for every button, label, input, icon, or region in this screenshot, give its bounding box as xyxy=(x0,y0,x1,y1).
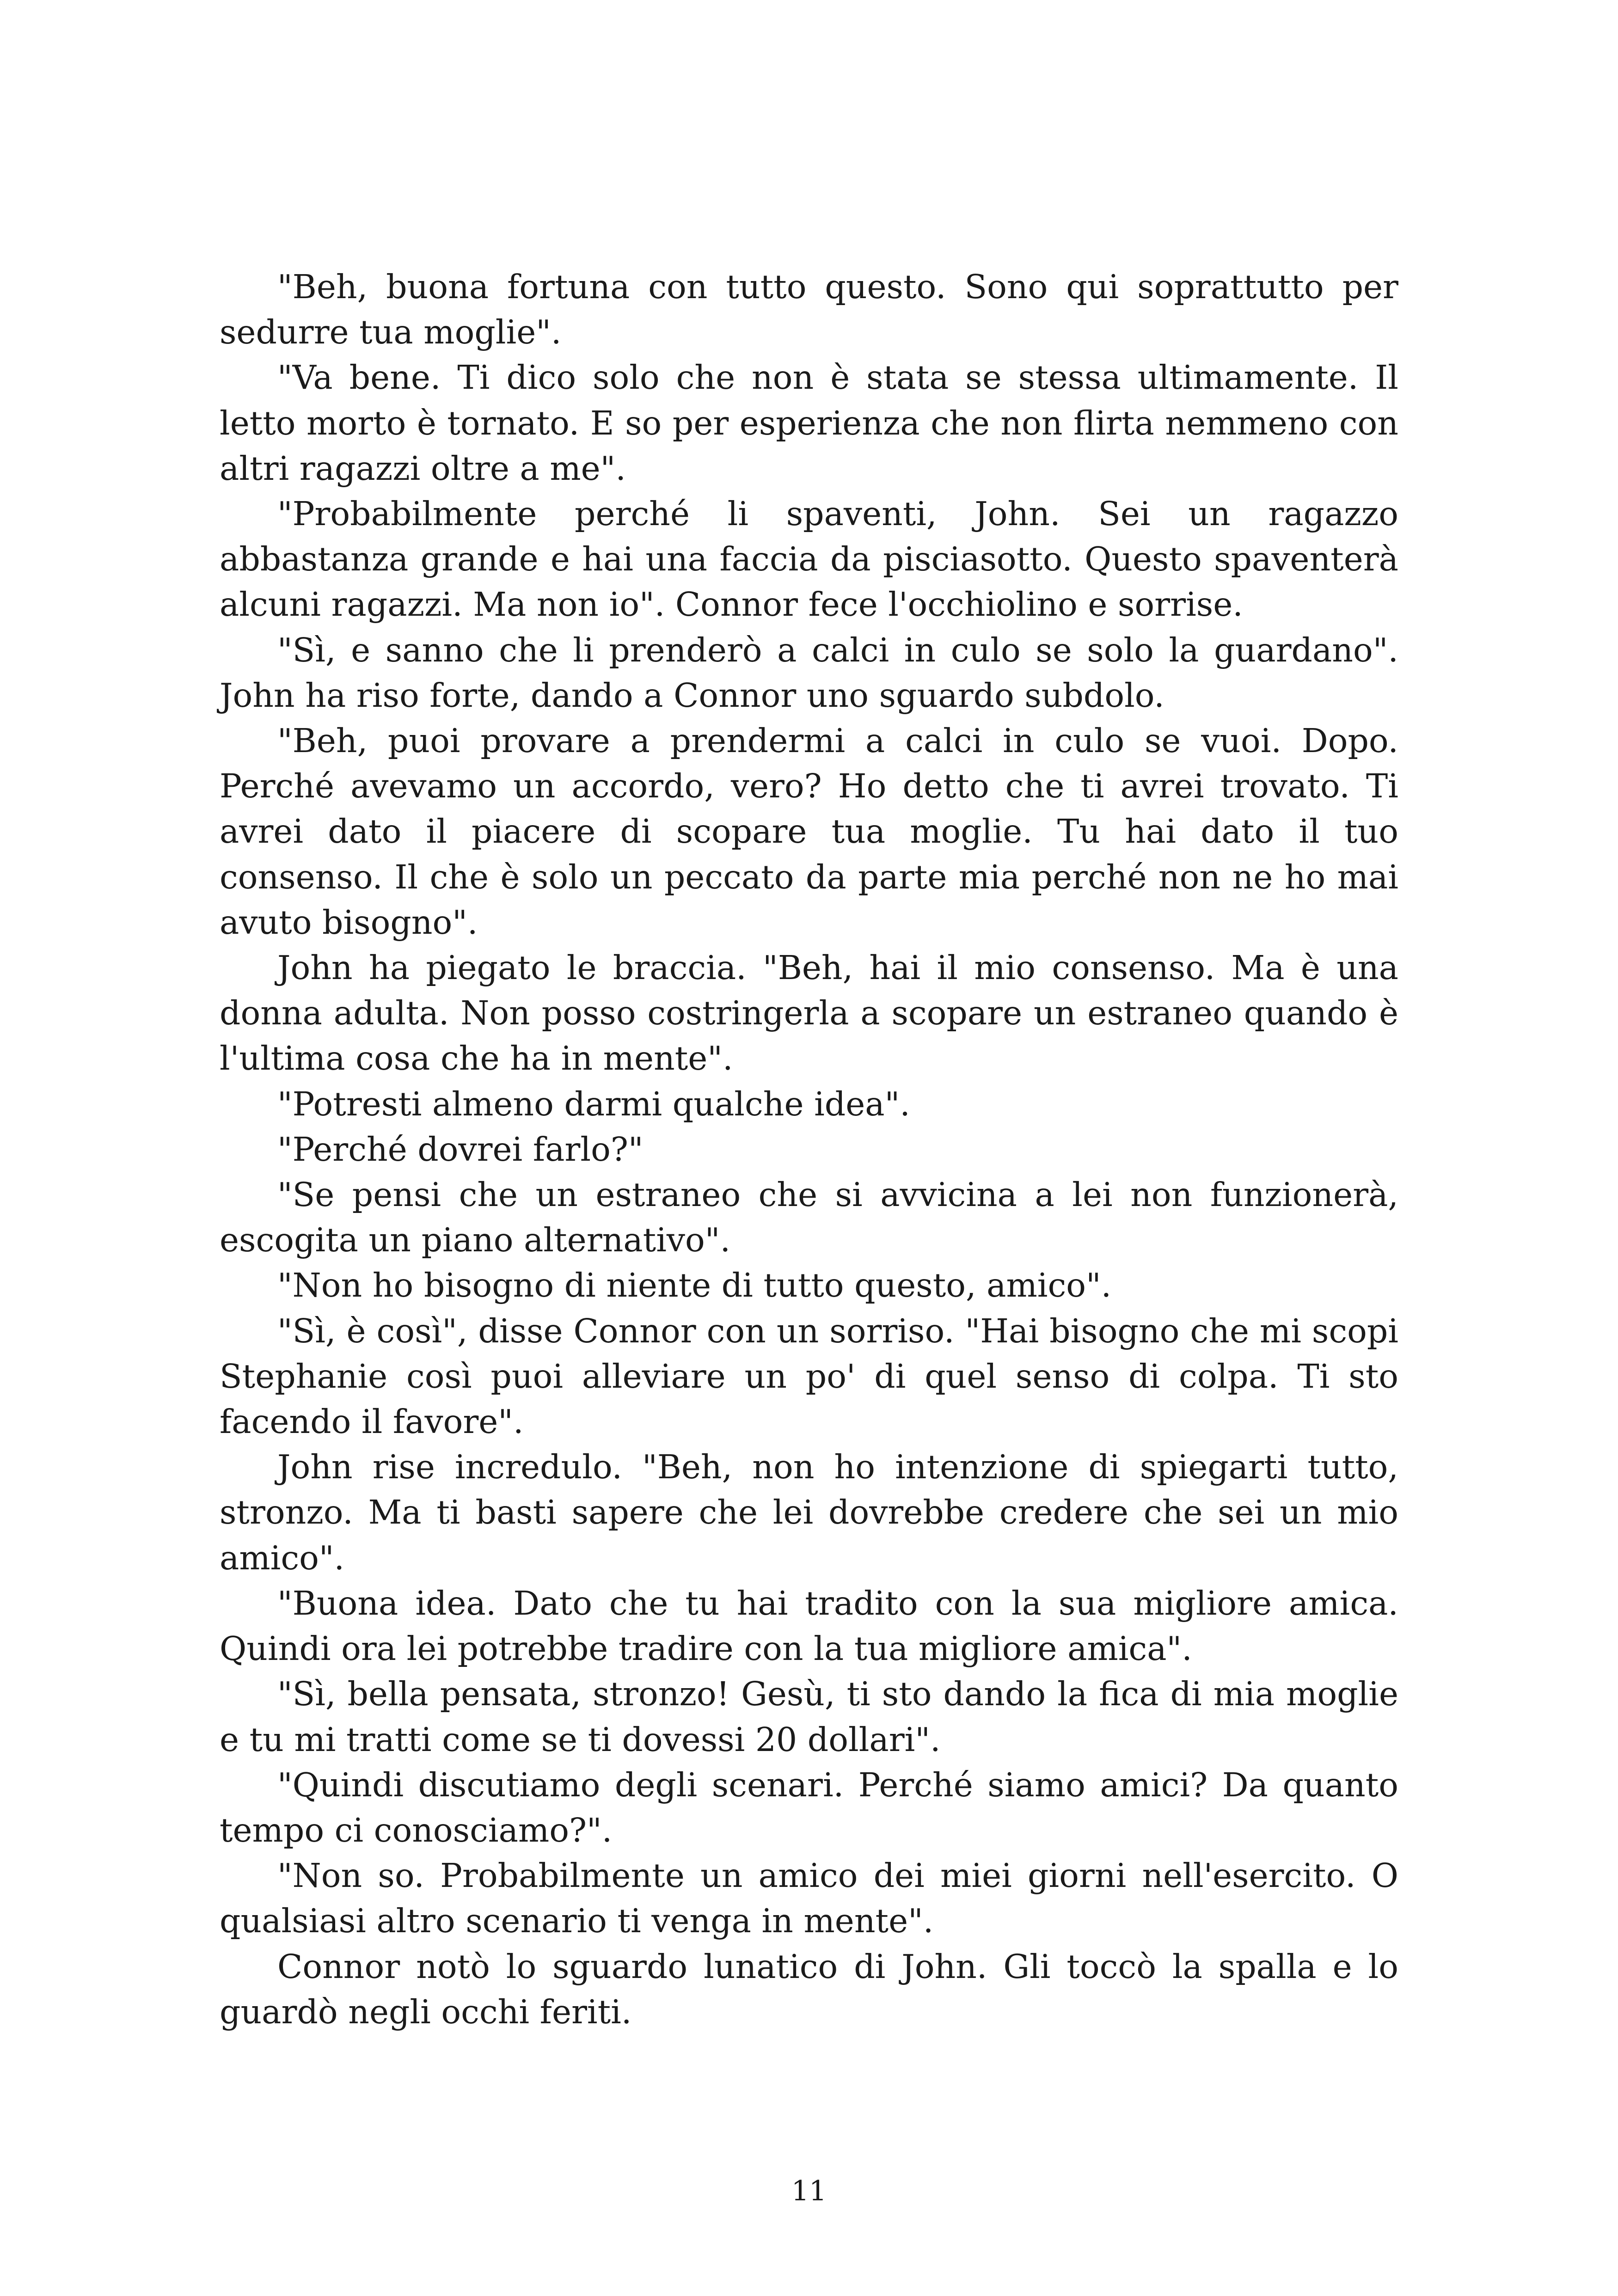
paragraph: "Non ho bisogno di niente di tutto questo, amico". xyxy=(277,1266,1112,1305)
paragraph: "Buona idea. Dato che tu hai tradito con la sua migliore amica. Quindi ora lei potrebbe tradire con la tua migliore amica". xyxy=(220,1584,1398,1668)
body-text xyxy=(220,264,1398,2035)
paragraph: "Sì, e sanno che li prenderò a calci in culo se solo la guardano". John ha riso forte, dando a Connor uno sguardo subdolo. xyxy=(220,631,1398,715)
paragraph: "Potresti almeno darmi qualche idea". xyxy=(277,1084,910,1123)
page-number: 11 xyxy=(791,2175,827,2207)
paragraph: "Perché dovrei farlo?" xyxy=(277,1130,644,1169)
paragraph: "Sì, è così", disse Connor con un sorriso. "Hai bisogno che mi scopi Stephanie così puoi alleviare un po' di quel senso di colpa. Ti sto facendo il favore". xyxy=(220,1311,1398,1441)
paragraph: John ha piegato le braccia. "Beh, hai il mio consenso. Ma è una donna adulta. Non posso costringerla a scopare un estraneo quando è l'ultima cosa che ha in mente". xyxy=(220,949,1398,1078)
paragraph: "Beh, buona fortuna con tutto questo. Sono qui soprattutto per sedurre tua moglie". xyxy=(220,268,1398,352)
paragraph: "Va bene. Ti dico solo che non è stata se stessa ultimamente. Il letto morto è tornato. E so per esperienza che non flirta nemmeno con altri ragazzi oltre a me". xyxy=(220,358,1398,488)
paragraph: "Probabilmente perché li spaventi, John. Sei un ragazzo abbastanza grande e hai una faccia da pisciasotto. Questo spaventerà alcuni ragazzi. Ma non io". Connor fece l'occhiolino e sorrise. xyxy=(220,495,1398,624)
paragraph: "Sì, bella pensata, stronzo! Gesù, ti sto dando la fica di mia moglie e tu mi tratti come se ti dovessi 20 dollari". xyxy=(220,1675,1398,1759)
paragraph: "Se pensi che un estraneo che si avvicina a lei non funzionerà, escogita un piano alternativo". xyxy=(220,1176,1398,1260)
paragraph: John rise incredulo. "Beh, non ho intenzione di spiegarti tutto, stronzo. Ma ti basti sapere che lei dovrebbe credere che sei un mio amico". xyxy=(220,1448,1398,1577)
paragraph: "Beh, puoi provare a prendermi a calci in culo se vuoi. Dopo. Perché avevamo un accordo, vero? Ho detto che ti avrei trovato. Ti avrei dato il piacere di scopare tua moglie. Tu hai dato il tuo consenso. Il che è solo un peccato da parte mia perché non ne ho mai avuto bisogno". xyxy=(220,722,1398,942)
paragraph: "Quindi discutiamo degli scenari. Perché siamo amici? Da quanto tempo ci conosciamo?". xyxy=(220,1765,1398,1849)
paragraph: Connor notò lo sguardo lunatico di John. Gli toccò la spalla e lo guardò negli occhi feriti. xyxy=(220,1947,1398,2031)
paragraph: "Non so. Probabilmente un amico dei miei giorni nell'esercito. O qualsiasi altro scenario ti venga in mente". xyxy=(220,1856,1398,1941)
